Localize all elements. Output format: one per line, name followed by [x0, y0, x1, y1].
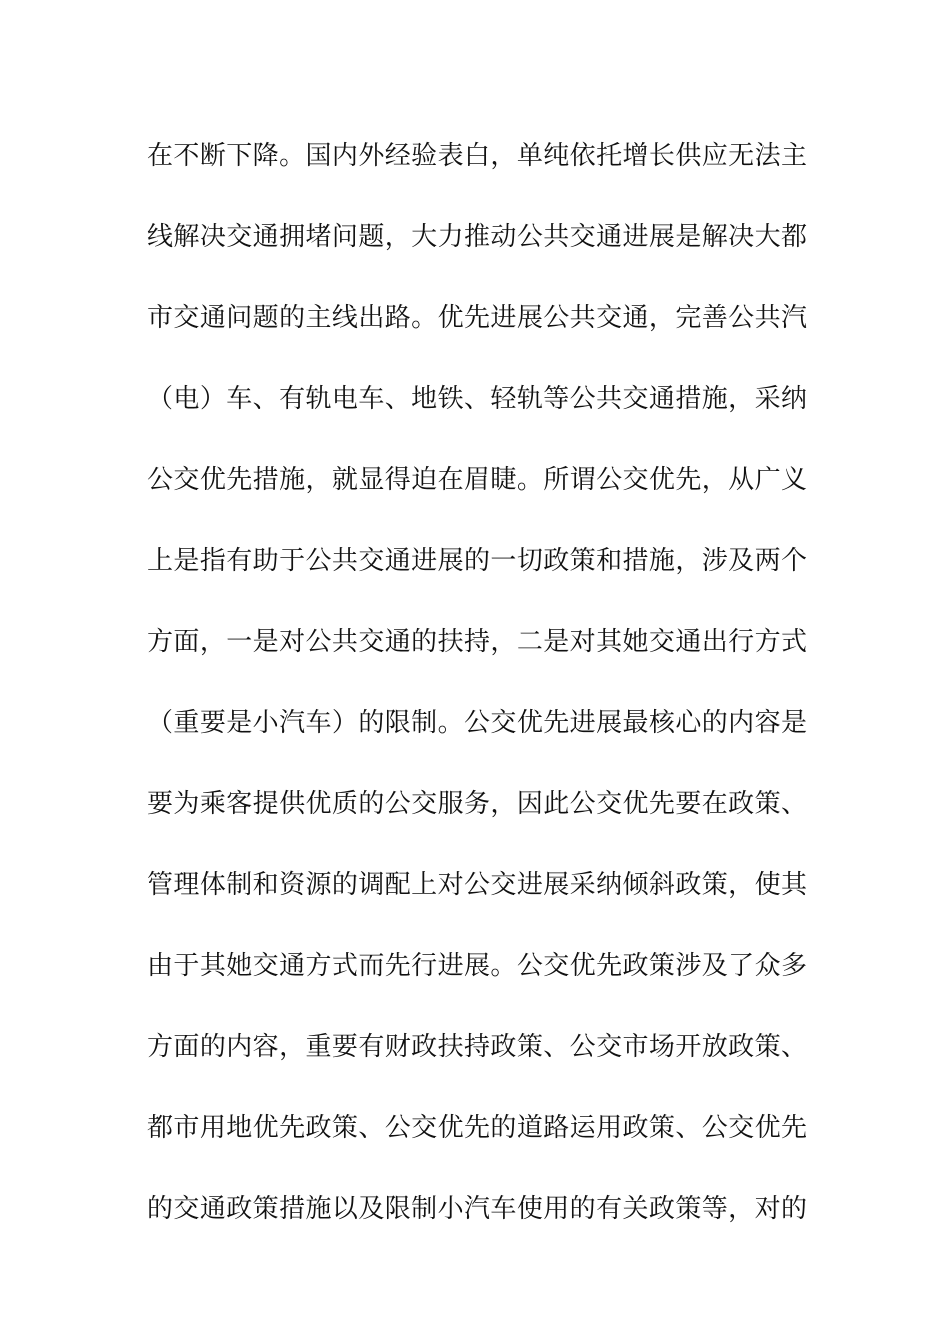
- text-line: （电）车、有轨电车、地铁、轻轨等公共交通措施，采纳: [147, 384, 807, 414]
- text-line: 要为乘客提供优质的公交服务，因此公交优先要在政策、: [147, 789, 807, 819]
- text-line: 由于其她交通方式而先行进展。公交优先政策涉及了众多: [147, 951, 807, 981]
- text-line: 方面的内容，重要有财政扶持政策、公交市场开放政策、: [147, 1032, 807, 1062]
- text-line: 管理体制和资源的调配上对公交进展采纳倾斜政策，使其: [147, 870, 807, 900]
- text-line: 在不断下降。国内外经验表白，单纯依托增长供应无法主: [147, 141, 807, 171]
- text-line: 公交优先措施，就显得迫在眉睫。所谓公交优先，从广义: [147, 465, 807, 495]
- text-line: 市交通问题的主线出路。优先进展公共交通，完善公共汽: [147, 303, 807, 333]
- text-line: 线解决交通拥堵问题，大力推动公共交通进展是解决大都: [147, 222, 807, 252]
- text-line: 方面，一是对公共交通的扶持，二是对其她交通出行方式: [147, 627, 807, 657]
- body-text: [147, 130, 807, 1264]
- text-line: （重要是小汽车）的限制。公交优先进展最核心的内容是: [147, 708, 807, 738]
- text-line: 都市用地优先政策、公交优先的道路运用政策、公交优先: [147, 1113, 807, 1143]
- text-line: 上是指有助于公共交通进展的一切政策和措施，涉及两个: [147, 546, 807, 576]
- text-line: 的交通政策措施以及限制小汽车使用的有关政策等，对的: [147, 1194, 807, 1224]
